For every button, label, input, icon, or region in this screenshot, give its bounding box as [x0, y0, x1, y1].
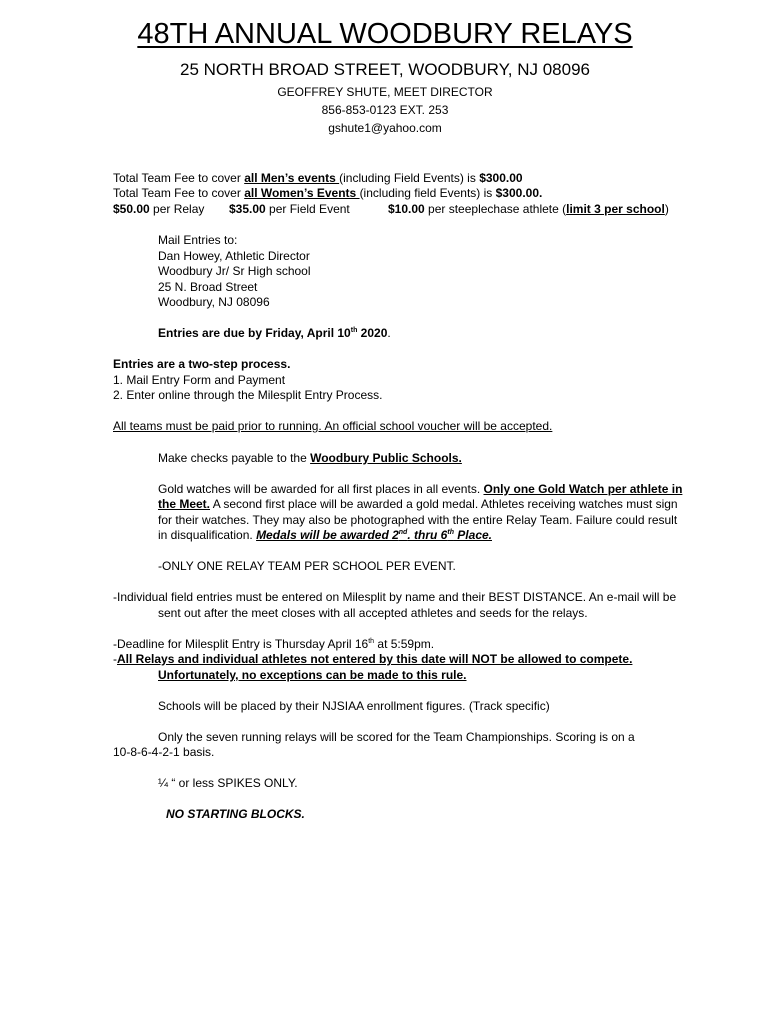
meet-director: GEOFFREY SHUTE, MEET DIRECTOR	[277, 85, 493, 99]
womens-fee-line: Total Team Fee to cover all Women’s Events (including field Events) is $300.00.	[113, 186, 543, 200]
individual-entries: -Individual field entries must be entered on Milesplit by name and their BEST DISTANCE. An e-mail will be	[113, 590, 677, 604]
email-address: gshute1@yahoo.com	[328, 121, 442, 135]
mail-address-line: Dan Howey, Athletic Director	[158, 249, 310, 263]
payment-notice: All teams must be paid prior to running. An official school voucher will be accepted.	[113, 419, 553, 433]
entries-due-date: Entries are due by Friday, April 10th 2020.	[158, 326, 391, 340]
gold-watch-paragraph: Gold watches will be awarded for all first places in all events. Only one Gold Watch per athlete in	[158, 482, 683, 496]
process-step: 1. Mail Entry Form and Payment	[113, 373, 286, 387]
address: 25 NORTH BROAD STREET, WOODBURY, NJ 08096	[179, 60, 590, 79]
milesplit-deadline: -Deadline for Milesplit Entry is Thursday April 16th at 5:59pm.	[113, 637, 435, 651]
gold-watch-paragraph: the Meet. A second first place will be awarded a gold medal. Athletes receiving watches must sign	[158, 497, 678, 511]
deadline-warning: Unfortunately, no exceptions can be made to this rule.	[158, 668, 467, 682]
mens-fee-line: Total Team Fee to cover all Men’s events (including Field Events) is $300.00	[113, 171, 523, 185]
mail-address-line: Woodbury, NJ 08096	[158, 295, 270, 309]
spikes-rule: ¼ “ or less SPIKES ONLY.	[158, 776, 298, 790]
per-event-fees: $50.00 per Relay	[113, 202, 205, 216]
process-step: 2. Enter online through the Milesplit Entry Process.	[113, 388, 383, 402]
scoring-note: Only the seven running relays will be scored for the Team Championships. Scoring is on a	[158, 730, 635, 744]
blocks-rule: NO STARTING BLOCKS.	[166, 807, 305, 821]
mail-address-line: Woodbury Jr/ Sr High school	[158, 264, 311, 278]
deadline-warning: -All Relays and individual athletes not entered by this date will NOT be allowed to compete.	[113, 652, 633, 666]
gold-watch-paragraph: for their watches. They may also be photographed with the entire Relay Team. Failure could result	[158, 513, 678, 527]
scoring-note: 10-8-6-4-2-1 basis.	[113, 745, 215, 759]
field-event-fee: $35.00 per Field Event	[229, 202, 350, 216]
page-title: 48TH ANNUAL WOODBURY RELAYS	[137, 18, 633, 50]
phone-number: 856-853-0123 EXT. 253	[321, 103, 449, 117]
mail-entries-heading: Mail Entries to:	[158, 233, 238, 247]
gold-watch-paragraph: in disqualification. Medals will be awarded 2nd. thru 6th Place.	[158, 528, 492, 542]
one-relay-rule: -ONLY ONE RELAY TEAM PER SCHOOL PER EVENT.	[158, 559, 456, 573]
steeplechase-fee: $10.00 per steeplechase athlete (limit 3 per school)	[388, 202, 669, 216]
individual-entries: sent out after the meet closes with all accepted athletes and seeds for the relays.	[158, 606, 588, 620]
placement-note: Schools will be placed by their NJSIAA enrollment figures. (Track specific)	[158, 699, 550, 713]
process-heading: Entries are a two-step process.	[113, 357, 291, 371]
checks-payable: Make checks payable to the Woodbury Public Schools.	[158, 451, 462, 465]
mail-address-line: 25 N. Broad Street	[158, 280, 258, 294]
